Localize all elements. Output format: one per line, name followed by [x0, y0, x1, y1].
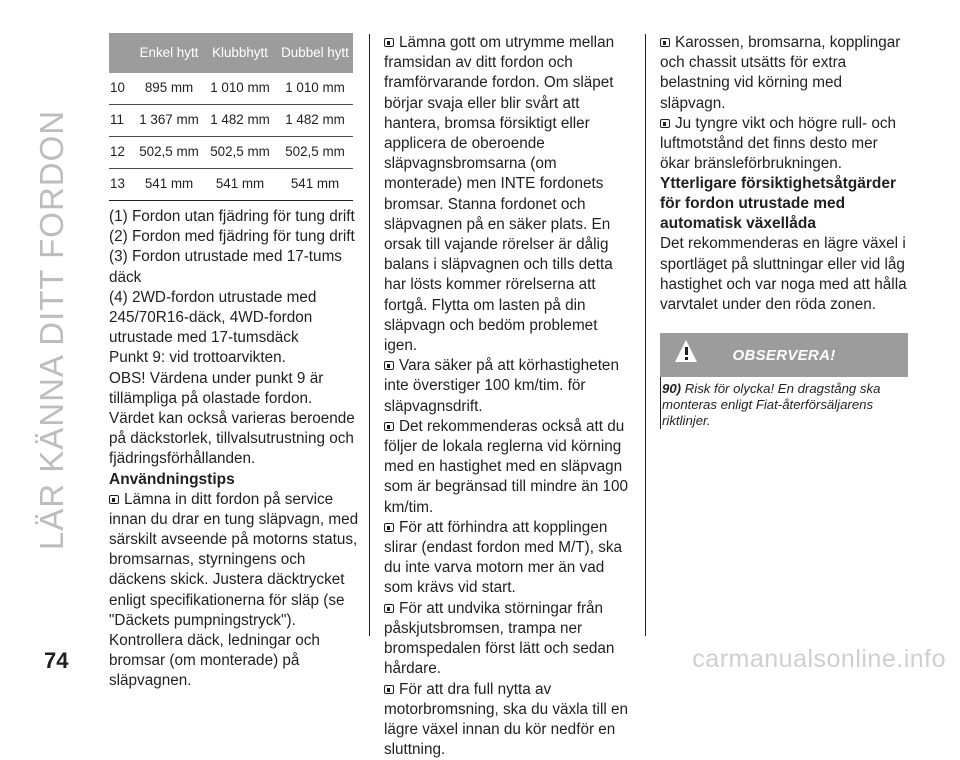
table-cell: 13 — [109, 169, 135, 201]
page-number: 74 — [44, 648, 68, 674]
table-header-row — [109, 33, 353, 73]
table-cell: 895 mm — [135, 73, 203, 105]
paragraph-automatisk: Det rekommenderas en lägre växel i sportläget på sluttningar eller vid låg hastighet och var noga med att hålla varvtalet under den röda zonen. — [660, 234, 908, 315]
bullet-paragraph — [660, 33, 908, 114]
table-cell: 541 mm — [135, 169, 203, 201]
bullet-icon — [660, 38, 670, 47]
table-header-index — [109, 33, 135, 73]
bullet-icon — [384, 38, 394, 47]
table-row — [109, 137, 353, 169]
bullet-icon — [384, 422, 394, 431]
bullet-text: Lämna in ditt fordon på service innan du drar en tung släpvagn, med särskilt avseende på motorns status, bromsarnas, styrningens och däckens skick. Justera däcktrycket enligt specifikationerna för släp (se "Däckets pumpningstryck"). Kontrollera däck, ledningar och bromsar (om monterade) på släpvagnen. — [109, 491, 358, 690]
bullet-icon — [384, 604, 394, 613]
column-3 — [660, 33, 908, 429]
table-row — [109, 105, 353, 137]
table-cell: 541 mm — [277, 169, 353, 201]
table-cell: 10 — [109, 73, 135, 105]
table-header-dubbel-hytt: Dubbel hytt — [277, 33, 353, 73]
footnote-2: (2) Fordon med fjädring för tung drift — [109, 227, 359, 247]
table-cell: 1 010 mm — [277, 73, 353, 105]
bullet-text: För att dra full nytta av motorbromsning, ska du växla till en lägre växel innan du kör nedför en sluttning. — [384, 681, 628, 759]
bullet-icon — [384, 361, 394, 370]
table-cell: 502,5 mm — [203, 137, 277, 169]
table-header-klubbhytt: Klubbhytt — [203, 33, 277, 73]
table-cell: 1 482 mm — [203, 105, 277, 137]
table-header-enkel-hytt: Enkel hytt — [135, 33, 203, 73]
warning-note-ref: 90) — [662, 381, 681, 396]
bullet-paragraph — [384, 599, 632, 680]
table-cell: 1 482 mm — [277, 105, 353, 137]
warning-note-text: Risk för olycka! En dragstång ska monteras enligt Fiat-återförsäljarens riktlinjer. — [662, 381, 880, 428]
table-row — [109, 169, 353, 201]
table-cell: 541 mm — [203, 169, 277, 201]
table-cell: 11 — [109, 105, 135, 137]
warning-note-header — [660, 333, 908, 377]
bullet-text: För att undvika störningar från påskjutsbromsen, trampa ner bromspedalen först lätt och sedan hårdare. — [384, 600, 614, 678]
dimensions-table — [109, 33, 353, 201]
table-cell: 1 010 mm — [203, 73, 277, 105]
bullet-paragraph — [384, 417, 632, 518]
bullet-paragraph — [384, 33, 632, 356]
bullet-paragraph — [109, 490, 359, 692]
table-cell: 502,5 mm — [135, 137, 203, 169]
heading-anvandningstips: Användningstips — [109, 470, 359, 490]
table-row — [109, 73, 353, 105]
warning-note-title: OBSERVERA! — [660, 346, 908, 366]
bullet-paragraph — [384, 518, 632, 599]
bullet-paragraph — [384, 356, 632, 417]
column-1 — [109, 33, 359, 692]
bullet-text: För att förhindra att kopplingen slirar (endast fordon med M/T), ska du inte varva motorn mer än vad som krävs vid start. — [384, 519, 622, 597]
footnote-3: (3) Fordon utrustade med 17-tums däck — [109, 247, 359, 287]
footnote-1: (1) Fordon utan fjädring för tung drift — [109, 207, 359, 227]
warning-note-body — [660, 377, 908, 429]
bullet-text: Karossen, bromsarna, kopplingar och chassit utsätts för extra belastning vid körning med släpvagn. — [660, 34, 900, 112]
warning-note — [660, 333, 908, 429]
heading-automatisk-vaxellada: Ytterligare försiktighetsåtgärder för fordon utrustade med automatisk växellåda — [660, 174, 908, 234]
column-2 — [384, 33, 632, 760]
bullet-paragraph — [384, 680, 632, 760]
bullet-icon — [660, 119, 670, 128]
bullet-icon — [384, 685, 394, 694]
footnote-obs: OBS! Värdena under punkt 9 är tillämpliga på olastade fordon. Värdet kan också varieras beroende på däckstorlek, tillvalsutrustning och fjädringsförhållanden. — [109, 369, 359, 470]
footnote-4: (4) 2WD-fordon utrustade med 245/70R16-däck, 4WD-fordon utrustade med 17-tumsdäck — [109, 288, 359, 349]
table-cell: 1 367 mm — [135, 105, 203, 137]
bullet-icon — [384, 523, 394, 532]
bullet-icon — [109, 495, 119, 504]
bullet-text: Lämna gott om utrymme mellan framsidan av ditt fordon och framförvarande fordon. Om släpet börjar svaja eller blir svårt att hantera, bromsa försiktigt eller applicera de oberoende släpvagnsbromsarna (om monterade) men INTE fordonets bromsar. Stanna fordonet och släpvagnen på en säker plats. En orsak till vajande rörelser är dålig balans i släpvagnen och tills detta har lösts kommer rörelserna att fortgå. Flytta om lasten på din släpvagn och bedöm problemet igen. — [384, 34, 614, 354]
bullet-paragraph — [660, 114, 908, 175]
column-divider — [645, 34, 646, 636]
bullet-text: Det rekommenderas också att du följer de lokala reglerna vid körning med en hastighet med en släpvagn som är begränsad till mindre än 100 km/tim. — [384, 418, 628, 516]
table-cell: 12 — [109, 137, 135, 169]
table-cell: 502,5 mm — [277, 137, 353, 169]
footnote-punkt-9: Punkt 9: vid trottoarvikten. — [109, 348, 359, 368]
bullet-text: Ju tyngre vikt och högre rull- och luftmotstånd det finns desto mer ökar bränsleförbrukningen. — [660, 115, 896, 172]
column-divider — [369, 34, 370, 636]
bullet-text: Vara säker på att körhastigheten inte överstiger 100 km/tim. för släpvagnsdrift. — [384, 357, 619, 414]
watermark: carmanualsonline.info — [692, 645, 946, 674]
